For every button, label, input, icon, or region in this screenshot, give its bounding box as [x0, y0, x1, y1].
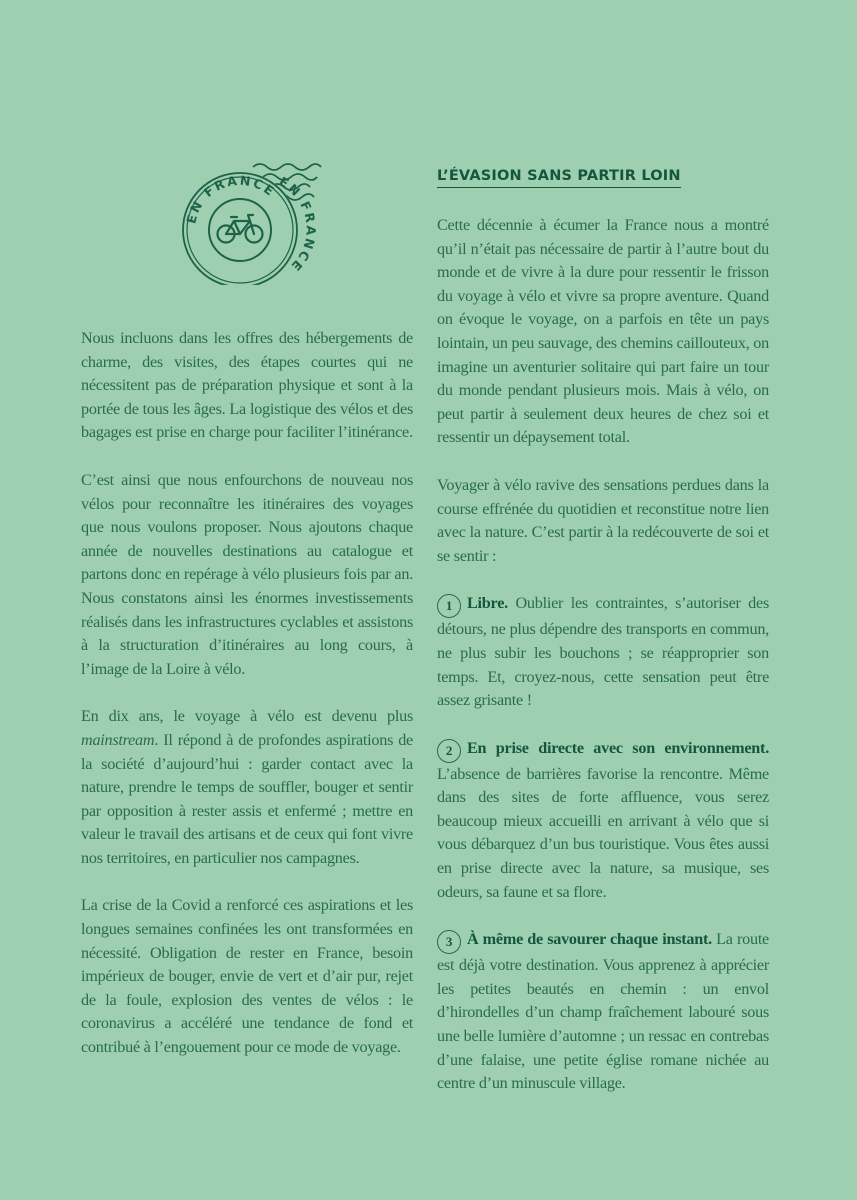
item-lead: En prise directe avec son environnement.: [467, 738, 769, 757]
numbered-item: [437, 737, 769, 905]
numbered-item: [437, 592, 769, 712]
text-run: . Il répond à de profondes aspirations de la société d’aujourd’hui : garder contact avec la nature, prendre le temps de souffler, bouger et sentir par opposition à rester assis et enfermé ; mettre en valeur le travail des artisans et de ceux qui font vivre nos territoires, en particulier nos campagnes.: [81, 730, 413, 867]
paragraph: La crise de la Covid a renforcé ces aspirations et les longues semaines confinées les ont transformées en nécessité. Obligation de rester en France, besoin impérieux de bouger, envie de vert et d’air pur, rejet de la foule, explosion des ventes de vélos : le coronavirus a accéléré une tendance de fond et contribué à l’engouement pour ce mode de voyage.: [81, 896, 413, 1057]
paragraph: Nous incluons dans les offres des hébergements de charme, des visites, des étapes courtes qui ne nécessitent pas de préparation physique et sont à la portée de tous les âges. La logistique des vélos et des bagages est prise en charge pour faciliter l’itinérance.: [81, 329, 413, 442]
number-badge-icon: 3: [437, 930, 461, 954]
item-lead: Libre.: [467, 594, 508, 613]
left-column: [81, 327, 413, 1084]
item-text: L’absence de barrières favorise la rencontre. Même dans des sites de forte affluence, vous serez beaucoup mieux accueilli en arrivant à vélo que si vous débarquez d’un bus touristique. Vous êtes aussi en prise directe avec la nature, sa musique, ses odeurs, sa faune et sa flore.: [437, 764, 769, 901]
item-text: Oublier les contraintes, s’autoriser des détours, ne plus dépendre des transports en commun, ne plus subir les bouchons ; se réapproprier son temps. Et, croyez-nous, cette sensation peut être assez grisante !: [437, 594, 770, 710]
right-column: [437, 214, 769, 1120]
paragraph: [81, 705, 413, 870]
paragraph: Cette décennie à écumer la France nous a montré qu’il n’était pas nécessaire de partir à l’autre bout du monde et de vivre à la dure pour ressentir le frisson du voyage à vélo et vivre sa propre aventure. Quand on évoque le voyage, on a parfois en tête un pays lointain, un peu sauvage, des chemins caillouteux, on imagine un aventurier solitaire qui part faire un tour du monde pendant plusieurs mois. Mais à vélo, on peut partir à seulement deux heures de chez soi et ressentir un dépaysement total.: [437, 216, 769, 447]
item-text: La route est déjà votre destination. Vous apprenez à apprécier les petites beautés en chemin : un envol d’hirondelles d’un champ fraîchement labouré sous une belle lumière d’automne ; un ressac en contrebas d’une falaise, une petite église romane nichée au centre d’un minuscule village.: [437, 930, 769, 1093]
section-heading: L’ÉVASION SANS PARTIR LOIN: [437, 168, 681, 188]
paragraph: Voyager à vélo ravive des sensations perdues dans la course effrénée du quotidien et reconstitue notre lien avec la nature. C’est partir à la redécouverte de soi et se sentir :: [437, 475, 769, 565]
text-run: En dix ans, le voyage à vélo est devenu plus: [81, 707, 413, 726]
en-france-stamp-logo: [178, 155, 323, 285]
italic-term: mainstream: [81, 730, 155, 749]
paragraph: C’est ainsi que nous enfourchons de nouveau nos vélos pour reconnaître les itinéraires des voyages que nous voulons proposer. Nous ajoutons chaque année de nouvelles destinations au catalogue et partons donc en repérage à vélo plusieurs fois par an. Nous constatons ainsi les énormes investissements réalisés dans les infrastructures cyclables et assistons à la structuration d’itinéraires au long cours, à l’image de la Loire à vélo.: [81, 470, 413, 678]
numbered-item: [437, 928, 769, 1096]
number-badge-icon: 2: [437, 739, 461, 763]
number-badge-icon: 1: [437, 594, 461, 618]
stamp-text-right: EN FRANCE: [276, 173, 319, 276]
stamp-text-left: EN FRANCE: [183, 172, 279, 226]
item-lead: À même de savourer chaque instant.: [467, 930, 712, 949]
